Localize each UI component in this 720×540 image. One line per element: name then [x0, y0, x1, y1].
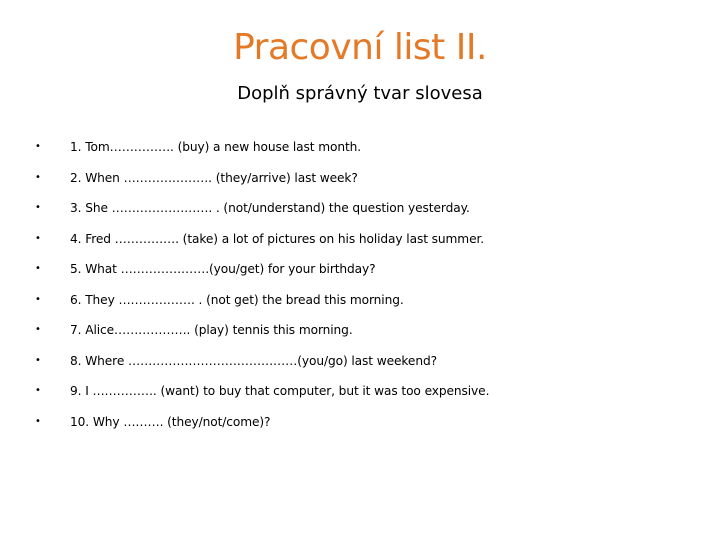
bullet: •: [35, 263, 41, 274]
exercise-item: [0, 256, 720, 287]
exercise-text: 8. Where ……………………………………(you/go) last weekend?: [70, 353, 437, 368]
exercise-item: [0, 226, 720, 257]
exercise-item: [0, 378, 720, 409]
exercise-item: [0, 287, 720, 318]
exercise-item: [0, 134, 720, 165]
exercise-item: [0, 348, 720, 379]
exercise-text: 4. Fred ……………. (take) a lot of pictures on his holiday last summer.: [70, 231, 485, 246]
bullet: •: [35, 171, 41, 183]
exercise-text: 3. She ……………………. . (not/understand) the question yesterday.: [70, 201, 470, 215]
exercise-text: 6. They ………………. . (not get) the bread this morning.: [70, 292, 404, 307]
bullet: •: [35, 293, 41, 305]
bullet: •: [35, 415, 41, 427]
bullet: •: [35, 324, 41, 335]
exercise-text: 9. I ……………. (want) to buy that computer, but it was too expensive.: [70, 384, 490, 398]
exercise-text: 7. Alice………………. (play) tennis this morning.: [70, 323, 353, 337]
exercise-item: [0, 165, 720, 196]
bullet: •: [35, 141, 41, 152]
exercise-list: [0, 134, 720, 439]
exercise-item: [0, 317, 720, 348]
exercise-item: [0, 409, 720, 440]
bullet: •: [35, 354, 41, 366]
exercise-item: [0, 195, 720, 226]
exercise-text: 2. When …………………. (they/arrive) last week?: [70, 170, 358, 185]
bullet: •: [35, 385, 41, 396]
bullet: •: [35, 232, 41, 244]
worksheet-title: Pracovní list II.: [233, 27, 487, 68]
worksheet-subtitle: Doplň správný tvar slovesa: [237, 83, 483, 104]
exercise-text: 10. Why ………. (they/not/come)?: [70, 414, 271, 429]
exercise-text: 5. What ………………….(you/get) for your birthday?: [70, 262, 376, 276]
bullet: •: [35, 202, 41, 213]
exercise-text: 1. Tom……………. (buy) a new house last month.: [70, 140, 362, 154]
